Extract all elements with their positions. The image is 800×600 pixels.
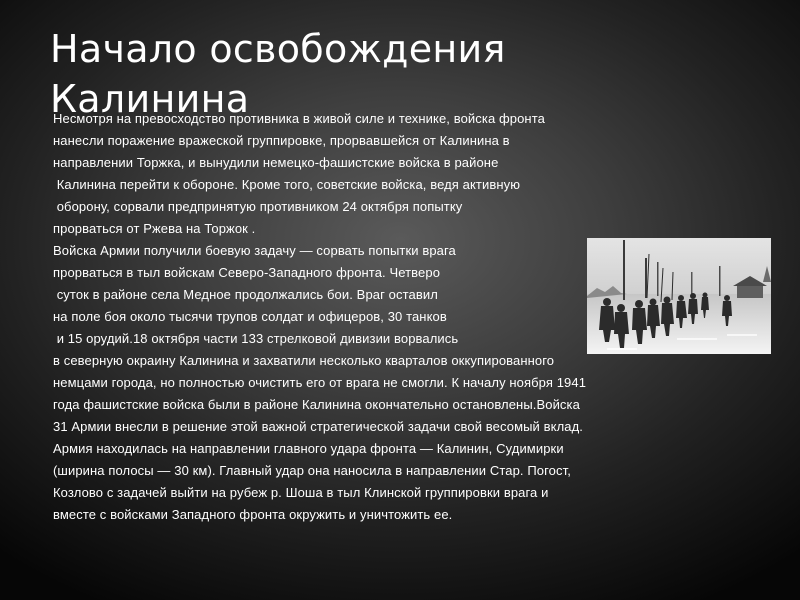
body-line: оборону, сорвали предпринятую противником 24 октября попытку (53, 199, 463, 214)
body-line: прорваться от Ржева на Торжок . (53, 221, 256, 236)
body-line: 31 Армии внесли в решение этой важной стратегической задачи свой весомый вклад. (53, 419, 583, 434)
body-line: вместе с войсками Западного фронта окружить и уничтожить ее. (53, 507, 453, 522)
body-line: и 15 орудий.18 октября части 133 стрелковой дивизии ворвались (53, 331, 459, 346)
body-line: Несмотря на превосходство противника в живой силе и технике, войска фронта (53, 111, 545, 126)
body-line: года фашистские войска были в районе Калинина окончательно остановлены.Войска (53, 397, 580, 412)
body-line: Армия находилась на направлении главного удара фронта — Калинин, Судимирки (53, 441, 564, 456)
body-line: в северную окраину Калинина и захватили несколько кварталов оккупированного (53, 353, 555, 368)
slide-title: Начало освобождения Калинина (50, 27, 506, 121)
body-line: (ширина полосы — 30 км). Главный удар она наносила в направлении Стар. Погост, (53, 463, 571, 478)
body-line: Калинина перейти к обороне. Кроме того, советские войска, ведя активную (53, 177, 521, 192)
body-line: прорваться в тыл войскам Северо-Западного фронта. Четверо (53, 265, 441, 280)
historical-photo (587, 238, 771, 354)
body-line: немцами города, но полностью очистить его от врага не смогли. К началу ноября 1941 (53, 375, 587, 390)
body-line: нанесли поражение вражеской группировке, прорвавшейся от Калинина в (53, 133, 510, 148)
body-line: направлении Торжка, и вынудили немецко-фашистские войска в районе (53, 155, 499, 170)
body-line: Войска Армии получили боевую задачу — сорвать попытки врага (53, 243, 456, 258)
body-line: на поле боя около тысячи трупов солдат и офицеров, 30 танков (53, 309, 447, 324)
body-line: Козлово с задачей выйти на рубеж р. Шоша в тыл Клинской группировки врага и (53, 485, 549, 500)
body-line: суток в районе села Медное продолжались бои. Враг оставил (53, 287, 438, 302)
